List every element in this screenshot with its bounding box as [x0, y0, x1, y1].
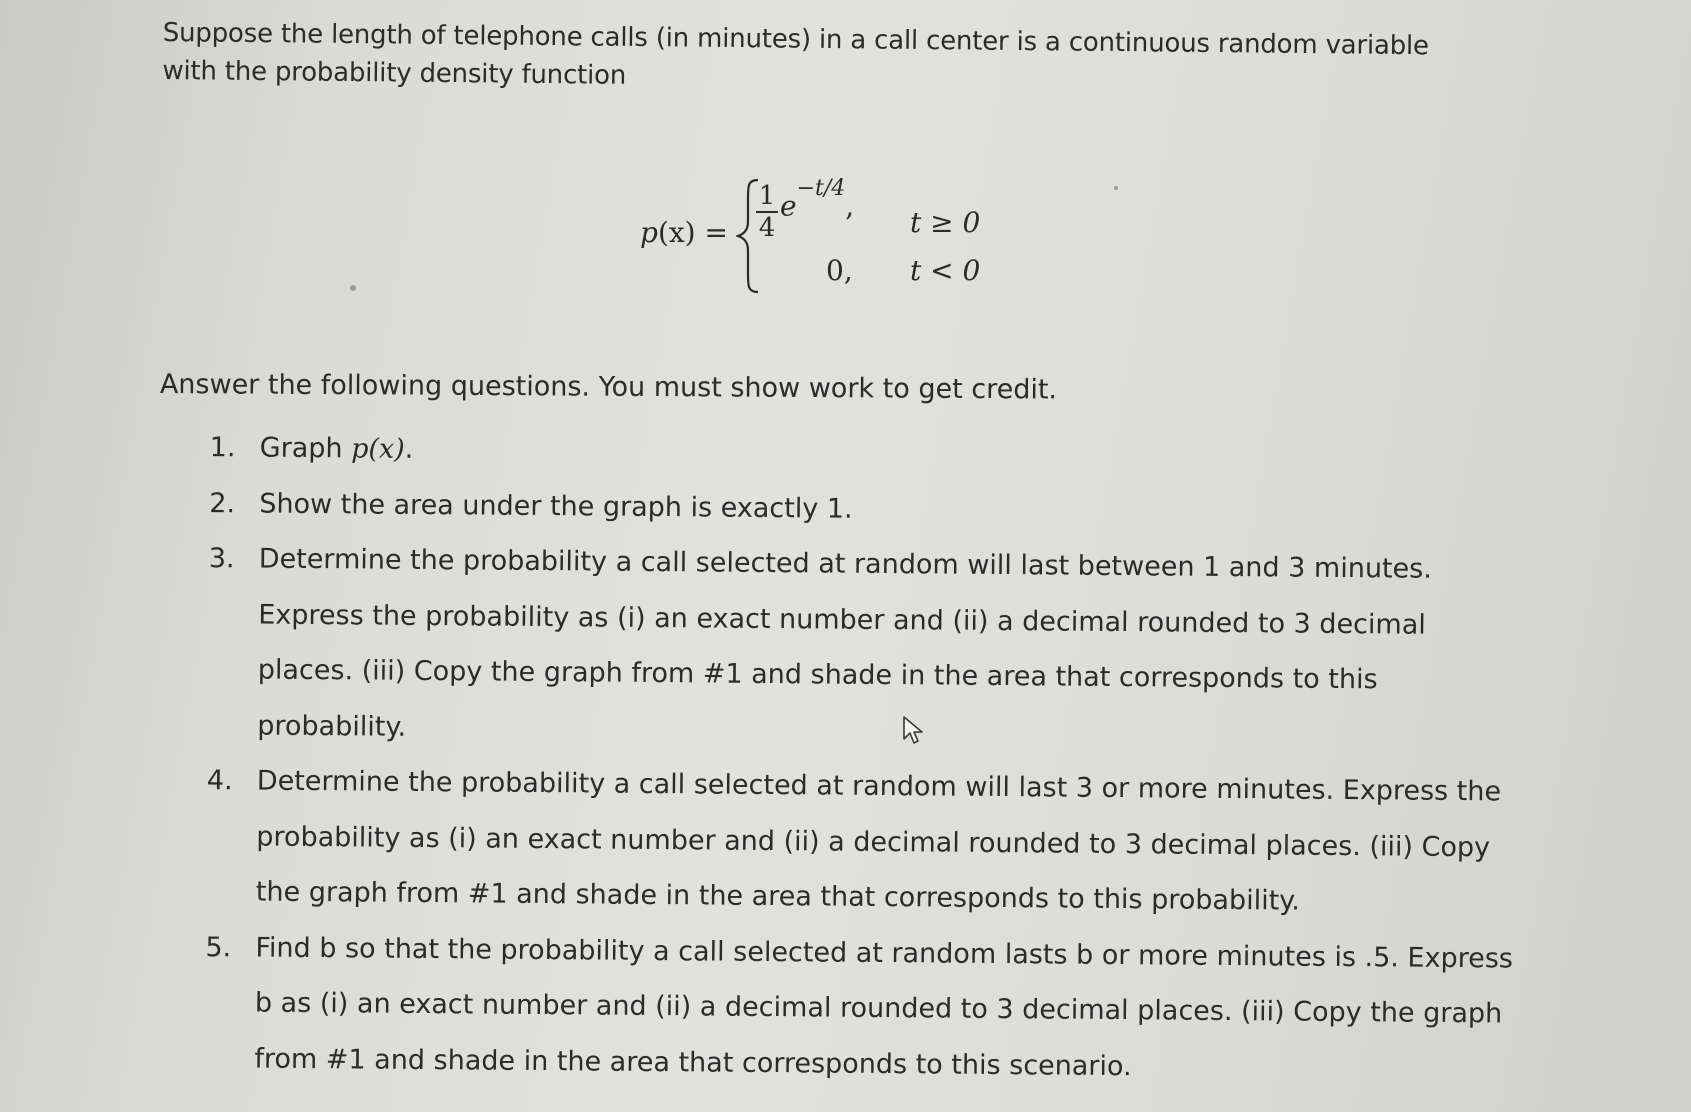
case1-comma: , — [845, 189, 855, 223]
question-math: p(x) — [351, 433, 405, 465]
fraction-denominator: 4 — [758, 213, 776, 243]
question-number: 1. — [209, 432, 236, 464]
instructions: Answer the following questions. You must show work to get credit. — [159, 368, 1058, 406]
question-number: 4. — [206, 765, 233, 797]
question-text: Show the area under the graph is exactly 1. — [259, 488, 853, 525]
question-item — [197, 531, 1519, 765]
formula-lhs-arg: (x) — [657, 216, 696, 249]
formula-lhs-eq: = — [695, 216, 728, 249]
question-text: Find b so that the probability a call selected at random lasts b or more minutes is .5. Express b as (i) an exact number and (ii) a decimal rounded to 3 decimal places. (iii) Copy the graph from #1 and shade in the area that corresponds to this scenario. — [254, 932, 1514, 1082]
exponential-term — [780, 176, 855, 223]
question-item — [196, 753, 1517, 931]
question-text: Determine the probability a call selected at random will last between 1 and 3 minutes. Express the probability as (i) an exact number and (ii) a decimal rounded to 3 decimal places. (iii) Copy the graph from #1 and shade in the area that corresponds to this probability. — [257, 543, 1432, 743]
formula-lhs — [640, 216, 728, 249]
problem-intro: Suppose the length of telephone calls (in minutes) in a call center is a continuous random variable with the probability density function — [162, 17, 1429, 91]
question-item — [194, 919, 1515, 1097]
pdf-formula — [640, 178, 1000, 298]
question-text-suffix: . — [404, 433, 414, 465]
question-number: 3. — [208, 543, 235, 575]
question-text-prefix: Graph — [259, 432, 352, 465]
case1-condition: t ≥ 0 — [910, 206, 981, 239]
case2-condition: t < 0 — [910, 254, 981, 287]
question-text: Determine the probability a call selected at random will last 3 or more minutes. Express the probability as (i) an exact number and (ii) a decimal rounded to 3 decimal places. (iii) Copy the graph from #1 and shade in the area that corresponds to this probability. — [255, 765, 1502, 917]
exp-power: −t/4 — [796, 176, 846, 201]
question-number: 5. — [205, 931, 232, 963]
dust-speck — [350, 285, 356, 291]
exp-base: e — [780, 189, 797, 223]
dust-speck — [1114, 186, 1118, 190]
question-number: 2. — [209, 487, 236, 519]
case2-value: 0, — [826, 254, 853, 287]
fraction-numerator: 1 — [758, 181, 776, 211]
formula-lhs-func: p — [640, 216, 658, 249]
mouse-cursor-icon — [902, 715, 924, 745]
question-list — [194, 420, 1520, 1097]
fraction-one-quarter — [756, 182, 778, 242]
